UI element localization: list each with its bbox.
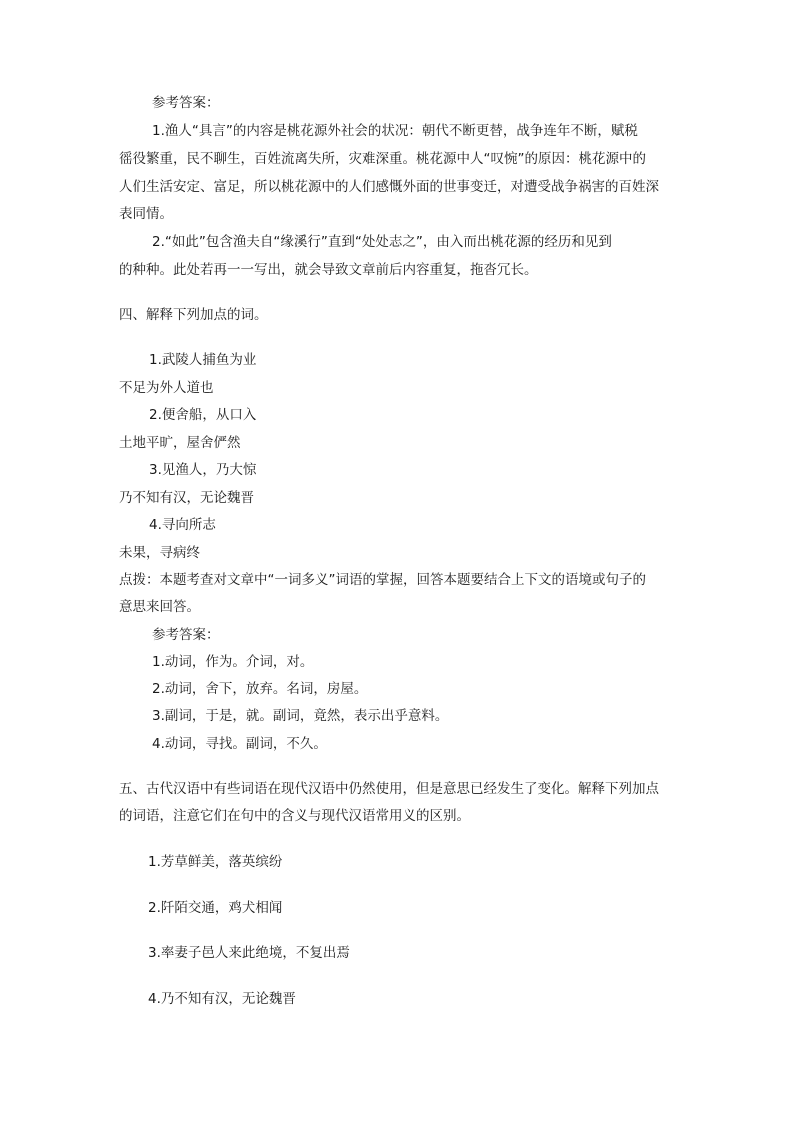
question-item: 未果，寻病终 xyxy=(119,545,200,561)
question-item: 4.寻向所志 xyxy=(149,517,216,533)
question-item: 3.见渔人，乃大惊 xyxy=(149,462,257,478)
answer-paragraph-line: 1.渔人“具言”的内容是桃花源外社会的状况：朝代不断更替，战争连年不断，赋税 xyxy=(152,123,638,139)
answer-item: 2.动词，舍下，放弃。名词，房屋。 xyxy=(152,681,368,697)
question-item: 不足为外人道也 xyxy=(119,380,214,396)
hint-line: 意思来回答。 xyxy=(119,599,200,615)
question-item: 1.芳草鲜美，落英缤纷 xyxy=(148,854,283,870)
question-item: 4.乃不知有汉，无论魏晋 xyxy=(148,991,296,1007)
question-item: 乃不知有汉，无论魏晋 xyxy=(119,490,254,506)
answer-item: 1.动词，作为。介词，对。 xyxy=(152,654,314,670)
question-item: 2.阡陌交通，鸡犬相闻 xyxy=(148,900,283,916)
answer-paragraph-line: 徭役繁重，民不聊生，百姓流离失所，灾难深重。桃花源中人“叹惋”的原因：桃花源中的 xyxy=(119,151,646,167)
section-heading: 的词语，注意它们在句中的含义与现代汉语常用义的区别。 xyxy=(119,808,470,824)
answer-label: 参考答案： xyxy=(152,95,220,111)
answer-label: 参考答案： xyxy=(152,627,220,643)
answer-item: 3.副词，于是，就。副词，竟然，表示出乎意料。 xyxy=(152,708,449,724)
question-item: 土地平旷，屋舍俨然 xyxy=(119,435,241,451)
section-heading: 四、解释下列加点的词。 xyxy=(119,307,268,323)
section-heading: 五、古代汉语中有些词语在现代汉语中仍然使用，但是意思已经发生了变化。解释下列加点 xyxy=(119,781,659,797)
answer-paragraph-line: 2.“如此”包含渔夫自“缘溪行”直到“处处志之”，由入而出桃花源的经历和见到 xyxy=(152,234,612,250)
question-item: 2.便舍船，从口入 xyxy=(149,407,257,423)
question-item: 1.武陵人捕鱼为业 xyxy=(149,352,257,368)
answer-paragraph-line: 的种种。此处若再一一写出，就会导致文章前后内容重复，拖沓冗长。 xyxy=(119,262,538,278)
question-item: 3.率妻子邑人来此绝境，不复出焉 xyxy=(148,945,350,961)
answer-paragraph-line: 表同情。 xyxy=(119,206,173,222)
answer-paragraph-line: 人们生活安定、富足，所以桃花源中的人们感慨外面的世事变迁，对遭受战争祸害的百姓深 xyxy=(119,179,659,195)
hint-line: 点拨：本题考查对文章中“一词多义”词语的掌握，回答本题要结合上下文的语境或句子的 xyxy=(119,572,646,588)
answer-item: 4.动词，寻找。副词，不久。 xyxy=(152,736,327,752)
